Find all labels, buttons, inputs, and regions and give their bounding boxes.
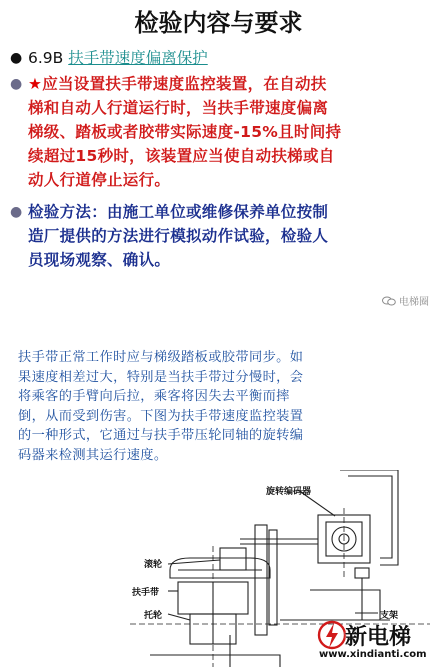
bullet-dot: ● <box>10 50 23 66</box>
requirement-line: 续超过15秒时，该装置应当使自动扶梯或自 <box>28 147 335 165</box>
label-encoder: 旋转编码器 <box>266 487 312 497</box>
chat-bubbles-icon <box>382 296 396 306</box>
requirement-item <box>10 72 428 192</box>
method-line: 员现场观察、确认。 <box>28 251 171 269</box>
paragraph-line: 扶手带正常工作时应与梯级踏板或胶带同步。如 <box>18 350 304 365</box>
label-roller: 滚轮 <box>144 560 163 570</box>
paragraph-line: 果速度相差过大，特别是当扶手带过分慢时，会 <box>18 369 304 385</box>
watermark <box>382 293 429 308</box>
bullet-dot: ● <box>10 204 23 220</box>
requirement-line: 梯和自动人行道运行时，当扶手带速度偏离 <box>28 99 329 117</box>
watermark-text: 电梯圈 <box>399 297 429 308</box>
method-item <box>10 200 428 272</box>
clause-link[interactable]: 扶手带速度偏离保护 <box>68 49 208 67</box>
lightning-logo-icon <box>317 620 347 650</box>
label-support: 支架 <box>380 611 399 621</box>
label-handrail: 扶手带 <box>132 588 160 598</box>
slide-panel <box>0 0 437 312</box>
brand-url: www.xindianti.com <box>319 649 427 660</box>
requirement-line: 梯级、踏板或者胶带实际速度-15%且时间持 <box>28 123 342 141</box>
star-icon: ★ <box>28 75 43 93</box>
bullet-dot: ● <box>10 76 23 92</box>
requirement-line: 动人行道停止运行。 <box>28 171 171 189</box>
paragraph-line: 倒，从而受到伤害。下图为扶手带速度监控装置 <box>18 408 304 424</box>
method-line: 造厂提供的方法进行模拟动作试验，检验人 <box>28 227 329 245</box>
paragraph-line: 码器来检测其运行速度。 <box>18 447 168 463</box>
brand-name: 新电梯 <box>345 625 412 650</box>
method-line: 检验方法：由施工单位或维修保养单位按制 <box>28 203 329 221</box>
label-bracket-wheel: 托轮 <box>144 611 163 621</box>
clause-number: 6.9B <box>28 49 64 67</box>
clause-item <box>10 46 428 70</box>
requirement-line: ★应当设置扶手带速度监控装置，在自动扶 <box>28 75 327 93</box>
slide-title: 检验内容与要求 <box>134 9 303 37</box>
brand-watermark <box>315 618 425 664</box>
explanation-paragraph <box>18 348 423 465</box>
paragraph-line: 将乘客的手臂向后拉，乘客将因失去平衡而摔 <box>18 389 290 404</box>
paragraph-line: 的一种形式，它通过与扶手带压轮同轴的旋转编 <box>18 428 304 443</box>
